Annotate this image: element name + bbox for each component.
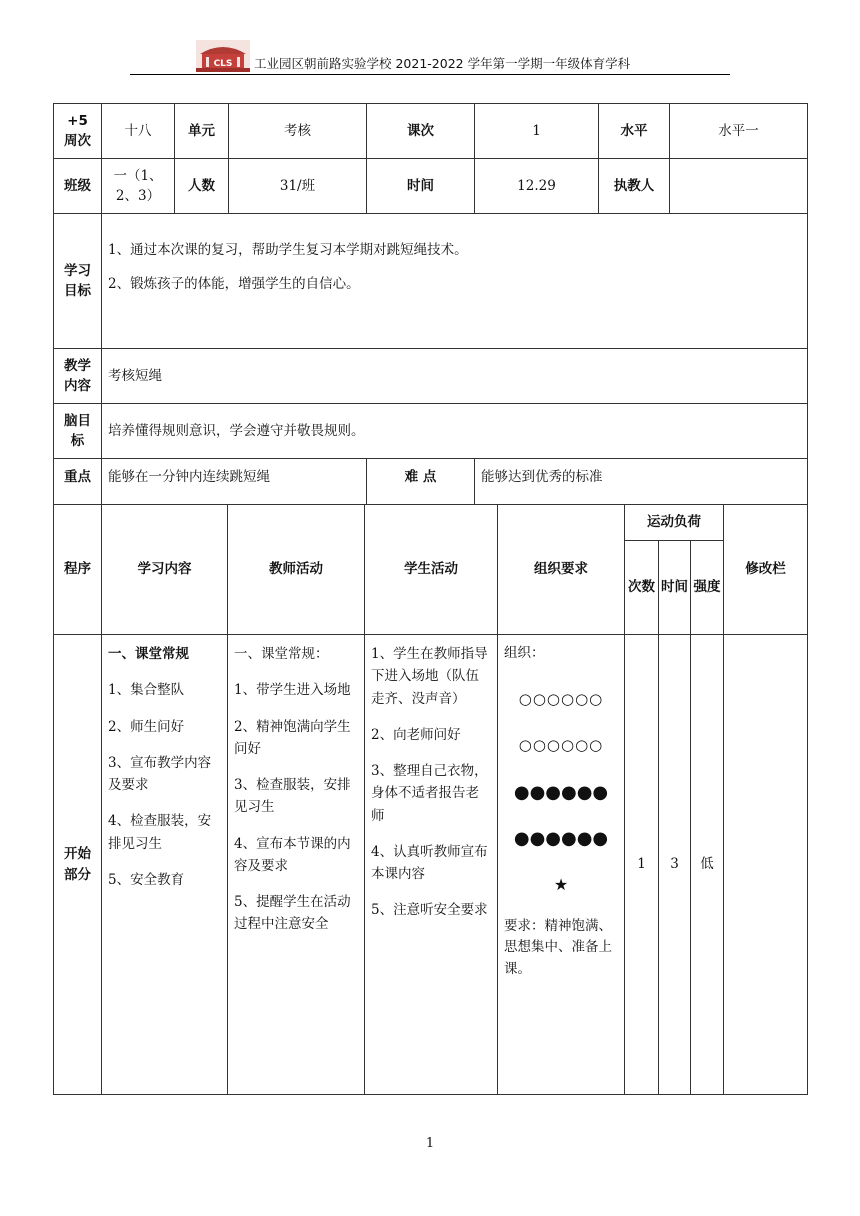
lesson-value: 1 — [475, 104, 599, 159]
teacher-item: 4、宣布本节课的内容及要求 — [234, 835, 351, 874]
time-value: 12.29 — [475, 159, 599, 214]
count-value: 31/班 — [229, 159, 367, 214]
content-value: 考核短绳 — [102, 349, 808, 404]
content-label: 教学内容 — [54, 349, 102, 404]
start-content-cell — [102, 635, 228, 1095]
lesson-info-table — [53, 103, 808, 505]
teacher-value — [670, 159, 808, 214]
student-item: 1、学生在教师指导下进入场地（队伍走齐、没声音） — [371, 646, 488, 707]
start-org-cell — [498, 635, 625, 1095]
header-title: 工业园区朝前路实验学校 2021-2022 学年第一学期一年级体育学科 — [254, 56, 631, 71]
class-label: 班级 — [54, 159, 102, 214]
content-item: 4、检查服装，安排见习生 — [108, 813, 212, 852]
teacher-item: 一、课堂常规： — [234, 646, 329, 662]
times-value: 1 — [625, 635, 659, 1095]
level-value: 水平一 — [670, 104, 808, 159]
page-header — [130, 40, 730, 76]
teacher-label: 执教人 — [599, 159, 670, 214]
start-section-label: 开始部分 — [54, 635, 102, 1095]
duration-value: 3 — [659, 635, 691, 1095]
teacher-item: 5、提醒学生在活动过程中注意安全 — [234, 894, 351, 933]
intensity-header: 强度 — [691, 541, 724, 635]
lesson-plan-table — [53, 504, 808, 1095]
times-header: 次数 — [625, 541, 659, 635]
goal-label: 学习目标 — [54, 214, 102, 349]
content-item: 5、安全教育 — [108, 871, 185, 888]
page-number: 1 — [425, 1136, 435, 1151]
content-item: 1、集合整队 — [108, 682, 185, 699]
student-item: 5、注意听安全要求 — [371, 902, 488, 919]
teacher-activity-header: 教师活动 — [228, 505, 365, 635]
load-header: 运动负荷 — [625, 505, 724, 541]
class-value: 一（1、2、3） — [102, 159, 175, 214]
teacher-item: 3、检查服装，安排见习生 — [234, 777, 351, 816]
goal-cell — [102, 214, 808, 349]
header-divider — [130, 74, 730, 75]
student-activity-header: 学生活动 — [365, 505, 498, 635]
content-item: 3、宣布教学内容及要求 — [108, 754, 212, 794]
brain-value: 培养懂得规则意识，学会遵守并敬畏规则。 — [102, 404, 808, 459]
formation-row-dots: ●●●●●● — [513, 828, 609, 850]
time-label: 时间 — [367, 159, 475, 214]
unit-label: 单元 — [175, 104, 229, 159]
org-requirement: 要求：精神饱满、思想集中、准备上课。 — [504, 917, 612, 977]
teacher-star-icon: ★ — [553, 875, 569, 895]
formation-row-dots: ●●●●●● — [513, 781, 609, 803]
difficulty-value: 能够达到优秀的标准 — [475, 459, 808, 505]
week-label: +5 周次 — [54, 104, 102, 159]
revise-header: 修改栏 — [724, 505, 808, 635]
content-header: 学习内容 — [102, 505, 228, 635]
week-value: 十八 — [102, 104, 175, 159]
start-teacher-cell — [228, 635, 365, 1095]
goal-1: 1、通过本次课的复习，帮助学生复习本学期对跳短绳技术。 — [108, 242, 468, 258]
start-student-cell — [365, 635, 498, 1095]
key-label: 重点 — [54, 459, 102, 505]
lesson-label: 课次 — [367, 104, 475, 159]
content-item: 一、课堂常规 — [108, 646, 189, 662]
org-header: 组织要求 — [498, 505, 625, 635]
brain-label: 脑目标 — [54, 404, 102, 459]
key-value: 能够在一分钟内连续跳短绳 — [102, 459, 367, 505]
svg-text:CLS: CLS — [213, 59, 233, 69]
content-item: 2、师生问好 — [108, 718, 185, 735]
org-title: 组织： — [504, 645, 545, 661]
unit-value: 考核 — [229, 104, 367, 159]
student-item: 2、向老师问好 — [371, 726, 461, 743]
student-item: 4、认真听教师宣布本课内容 — [371, 843, 488, 883]
formation-row-circles: ○○○○○○ — [518, 689, 604, 708]
goal-2: 2、锻炼孩子的体能，增强学生的自信心。 — [108, 276, 360, 293]
formation-row-circles: ○○○○○○ — [518, 735, 604, 754]
revise-cell — [724, 635, 808, 1095]
student-item: 3、整理自己衣物，身体不适者报告老师 — [371, 763, 488, 824]
teacher-item: 1、带学生进入场地 — [234, 682, 351, 699]
level-label: 水平 — [599, 104, 670, 159]
school-logo-icon — [196, 40, 250, 72]
count-label: 人数 — [175, 159, 229, 214]
intensity-value: 低 — [691, 635, 724, 1095]
teacher-item: 2、精神饱满向学生问好 — [234, 718, 351, 757]
difficulty-label: 难 点 — [367, 459, 475, 505]
order-header: 程序 — [54, 505, 102, 635]
duration-header: 时间 — [659, 541, 691, 635]
